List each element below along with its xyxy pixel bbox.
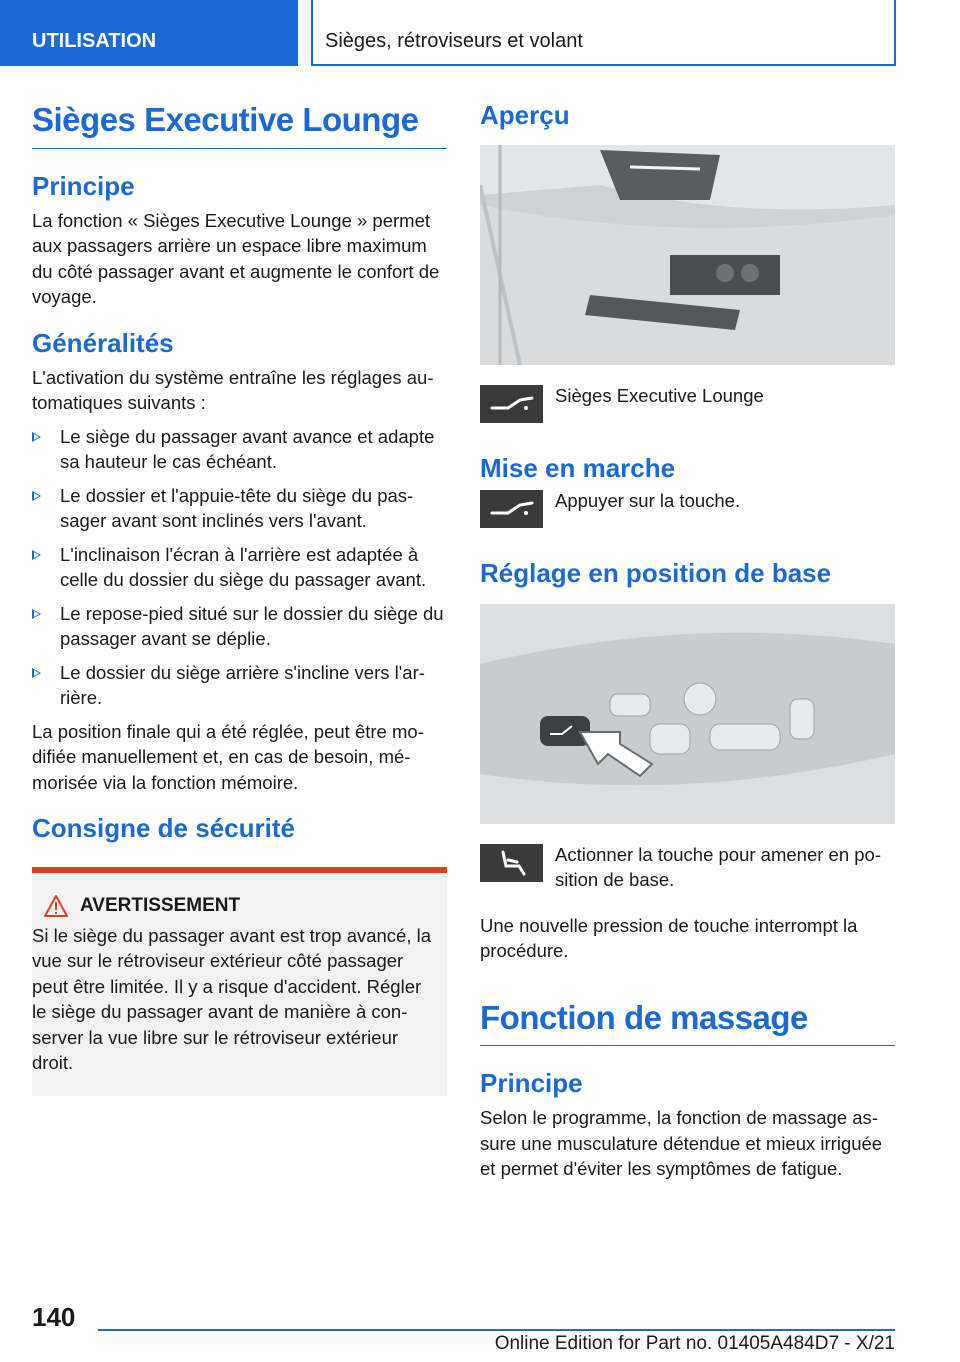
position-text: La position finale qui a été réglée, peut être modifiée manuellement et, en cas de besoin, mémorisée via la fonction mémoire. xyxy=(32,720,424,793)
bullet-triangle-icon xyxy=(32,609,41,619)
page-number: 140 xyxy=(32,1302,76,1332)
bullet-triangle-icon xyxy=(32,668,41,678)
seat-controls-photo xyxy=(480,604,895,824)
list-item: Le dossier et l'appuie-tête du siège du passager avant sont inclinés vers l'avant. xyxy=(32,483,447,534)
marche-caption: Appuyer sur la touche. xyxy=(555,490,741,512)
left-column xyxy=(32,100,447,1096)
warning-box xyxy=(32,867,447,1096)
footer-edition: Online Edition for Part no. 01405A484D7 - X/21 xyxy=(98,1329,895,1355)
massage-title: Fonction de massage xyxy=(480,998,895,1047)
reglage-caption: Actionner la touche pour amener en position de base. xyxy=(555,843,882,891)
warning-text: Si le siège du passager avant est trop avancé, la vue sur le rétroviseur extérieur côté passager peut être limitée. Il y a risque d'accident. Régler le siège du passager avant de manière à conserver la vue libre sur le rétroviseur extérieur droit. xyxy=(32,924,432,1074)
marche-caption-row xyxy=(480,490,895,528)
reglage-caption-row xyxy=(480,844,895,893)
marche-heading: Mise en marche xyxy=(480,453,676,484)
apercu-caption-row xyxy=(480,385,895,423)
bullet-triangle-icon xyxy=(32,432,41,442)
bullet-triangle-icon xyxy=(32,550,41,560)
principe-text: La fonction « Sièges Executive Lounge » permet aux passagers arrière un espace libre maximum du côté passager avant et augmente le confort de voyage. xyxy=(32,209,440,308)
reglage-heading: Réglage en position de base xyxy=(480,558,832,589)
lounge-seat-key-icon xyxy=(480,490,543,528)
section-tab: UTILISATION xyxy=(0,0,298,66)
lounge-seat-key-icon xyxy=(480,385,543,423)
generalites-intro: L'activation du système entraîne les réglages automatiques suivants : xyxy=(32,366,434,414)
securite-heading: Consigne de sécurité xyxy=(32,813,295,844)
apercu-caption: Sièges Executive Lounge xyxy=(555,385,764,407)
reglage-text: Une nouvelle pression de touche interrompt la procédure. xyxy=(480,914,858,962)
list-item: Le dossier du siège arrière s'incline vers l'arrière. xyxy=(32,660,447,711)
apercu-heading: Aperçu xyxy=(480,100,570,130)
door-panel-photo xyxy=(480,145,895,365)
page-title: Sièges Executive Lounge xyxy=(32,100,447,149)
massage-text: Selon le programme, la fonction de massage assure une musculature détendue et mieux irriguée et permet d'éviter les symptômes de fatigue. xyxy=(480,1107,883,1180)
principe-heading: Principe xyxy=(32,170,135,201)
bullet-triangle-icon xyxy=(32,491,41,501)
right-column xyxy=(480,100,895,1182)
massage-principe-heading: Principe xyxy=(480,1068,583,1099)
warning-triangle-icon xyxy=(44,895,68,917)
list-item: Le siège du passager avant avance et adapte sa hauteur le cas échéant. xyxy=(32,424,447,475)
chapter-title: Sièges, rétroviseurs et volant xyxy=(311,0,896,66)
generalites-heading: Généralités xyxy=(32,327,174,358)
list-item: L'inclinaison l'écran à l'arrière est adaptée à celle du dossier du siège du passager avant. xyxy=(32,542,447,593)
list-item: Le repose-pied situé sur le dossier du siège du passager avant se déplie. xyxy=(32,601,447,652)
warning-title: AVERTISSEMENT xyxy=(32,895,437,917)
settings-list xyxy=(32,424,447,711)
seat-base-position-key-icon xyxy=(480,844,543,882)
